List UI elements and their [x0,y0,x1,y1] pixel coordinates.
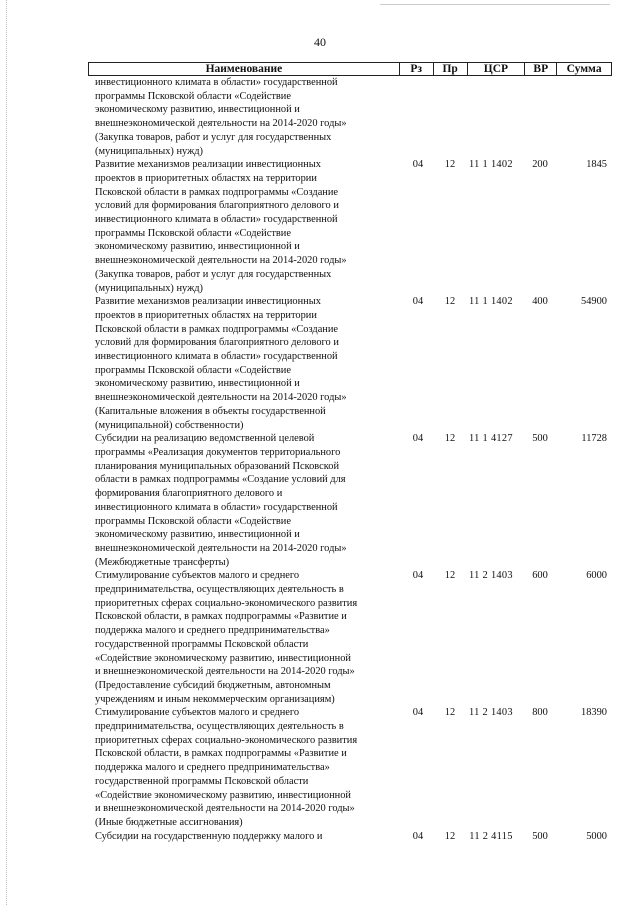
row-name-line: (муниципальных) нужд) [95,282,204,294]
row-name [95,76,395,158]
row-name [95,569,395,706]
row-name [95,295,395,432]
row-name-line: экономическому развитию, инвестиционной и [95,529,300,541]
row-name-line: Стимулирование субъектов малого и среднего [95,570,300,582]
row-name-line: внешнеэкономической деятельности на 2014-2020 годы» [95,542,347,554]
row-name-line: Развитие механизмов реализации инвестиционных [95,159,321,171]
table-row [95,830,612,844]
row-csr: 11 1 1402 [469,159,513,171]
header-vr: ВР [525,63,557,75]
row-name-line: программы «Реализация документов территориального [95,446,341,458]
table-row [95,432,612,569]
row-name-line: и внешнеэкономической деятельности на 2014-2020 годы» [95,803,355,815]
row-vr: 800 [532,707,548,719]
row-name-line: планирования муниципальных образований Псковской [95,460,340,472]
row-pr: 12 [444,159,456,171]
row-name-line: Субсидии на реализацию ведомственной целевой [95,433,315,445]
row-vr: 400 [532,296,548,308]
row-name-line: формирования благоприятного делового и [95,488,283,500]
row-name-line: Субсидии на государственную поддержку малого и [95,830,323,842]
row-pr: 12 [444,296,456,308]
table-row [95,295,612,432]
row-name-line: поддержка малого и среднего предпринимательства» [95,625,330,637]
row-vr: 600 [532,570,548,582]
row-name-line: экономическому развитию, инвестиционной и [95,104,300,116]
row-csr: 11 2 1403 [469,570,513,582]
header-rz: Рз [400,63,434,75]
table-row [95,158,612,295]
row-name-line: «Содействие экономическому развитию, инвестиционной [95,789,351,801]
row-sum: 54900 [581,296,607,308]
row-name-line: программы Псковской области «Содействие [95,227,291,239]
row-name-line: внешнеэкономической деятельности на 2014-2020 годы» [95,118,347,130]
row-name [95,158,395,295]
row-name-line: проектов в приоритетных областях на территории [95,309,317,321]
row-name-line: (Межбюджетные трансферты) [95,556,230,568]
row-name-line: Стимулирование субъектов малого и среднего [95,707,300,719]
row-name-line: условий для формирования благоприятного делового и [95,337,339,349]
row-name-line: Псковской области в рамках подпрограммы «Создание [95,186,339,198]
row-name-line: (муниципальной) собственности) [95,419,244,431]
header-pr: Пр [434,63,468,75]
row-csr: 11 2 1403 [469,707,513,719]
row-sum: 5000 [586,830,607,842]
row-vr: 500 [532,830,548,842]
row-sum: 11728 [581,433,607,445]
row-vr: 200 [532,159,548,171]
row-csr: 11 1 1402 [469,296,513,308]
row-pr: 12 [444,570,456,582]
row-name-line: инвестиционного климата в области» государственной [95,501,338,513]
row-name-line: программы Псковской области «Содействие [95,90,291,102]
scan-edge-left [6,0,7,905]
row-name-line: инвестиционного климата в области» государственной [95,351,338,363]
row-name-line: экономическому развитию, инвестиционной и [95,378,300,390]
row-name-line: поддержка малого и среднего предпринимательства» [95,762,330,774]
page-number: 40 [314,35,326,49]
row-name-line: экономическому развитию, инвестиционной и [95,241,300,253]
row-name-line: программы Псковской области «Содействие [95,515,291,527]
row-name-line: внешнеэкономической деятельности на 2014-2020 годы» [95,255,347,267]
row-csr: 11 1 4127 [469,433,513,445]
table-row [95,706,612,829]
row-rz: 04 [412,830,424,842]
table-body [95,76,612,843]
row-rz: 04 [412,159,424,171]
row-name-line: внешнеэкономической деятельности на 2014-2020 годы» [95,392,347,404]
row-name-line: (Иные бюджетные ассигнования) [95,816,243,828]
row-rz: 04 [412,433,424,445]
row-sum: 18390 [581,707,607,719]
header-csr: ЦСР [468,63,526,75]
row-csr: 11 2 4115 [469,830,513,842]
row-name-line: (Предоставление субсидий бюджетным, автономным [95,679,331,691]
table-row [95,76,612,158]
row-name-line: приоритетных сферах социально-экономического развития [95,597,358,609]
row-vr: 500 [532,433,548,445]
row-name [95,830,395,844]
row-sum: 6000 [586,570,607,582]
scan-edge-top [380,4,610,5]
row-rz: 04 [412,570,424,582]
row-name-line: проектов в приоритетных областях на территории [95,172,317,184]
row-name-line: государственной программы Псковской области [95,638,309,650]
row-name-line: государственной программы Псковской области [95,775,309,787]
row-name-line: учреждениям и иным некоммерческим организациям) [95,693,335,705]
row-name-line: Псковской области, в рамках подпрограммы «Развитие и [95,611,347,623]
row-name [95,706,395,829]
row-name-line: (Капитальные вложения в объекты государственной [95,405,326,417]
row-name-line: приоритетных сферах социально-экономического развития [95,734,358,746]
header-name: Наименование [89,63,400,75]
row-name-line: (муниципальных) нужд) [95,145,204,157]
row-name-line: предпринимательства, осуществляющих деятельность в [95,584,344,596]
row-name-line: и внешнеэкономической деятельности на 2014-2020 годы» [95,666,355,678]
row-name-line: инвестиционного климата в области» государственной [95,77,338,88]
row-rz: 04 [412,296,424,308]
row-name-line: условий для формирования благоприятного делового и [95,200,339,212]
row-name-line: Псковской области, в рамках подпрограммы «Развитие и [95,748,347,760]
table-row [95,569,612,706]
row-name-line: предпринимательства, осуществляющих деятельность в [95,721,344,733]
row-name-line: (Закупка товаров, работ и услуг для государственных [95,268,332,280]
row-name-line: Псковской области в рамках подпрограммы «Создание [95,323,339,335]
row-name-line: Развитие механизмов реализации инвестиционных [95,296,321,308]
row-pr: 12 [444,707,456,719]
header-sum: Сумма [566,63,602,75]
row-name [95,432,395,569]
row-name-line: (Закупка товаров, работ и услуг для государственных [95,131,332,143]
row-name-line: инвестиционного климата в области» государственной [95,214,338,226]
row-rz: 04 [412,707,424,719]
row-pr: 12 [444,830,456,842]
row-pr: 12 [444,433,456,445]
row-name-line: программы Псковской области «Содействие [95,364,291,376]
table-header [88,62,612,76]
row-name-line: области в рамках подпрограммы «Создание условий для [95,474,346,486]
row-sum: 1845 [586,159,607,171]
row-name-line: «Содействие экономическому развитию, инвестиционной [95,652,351,664]
